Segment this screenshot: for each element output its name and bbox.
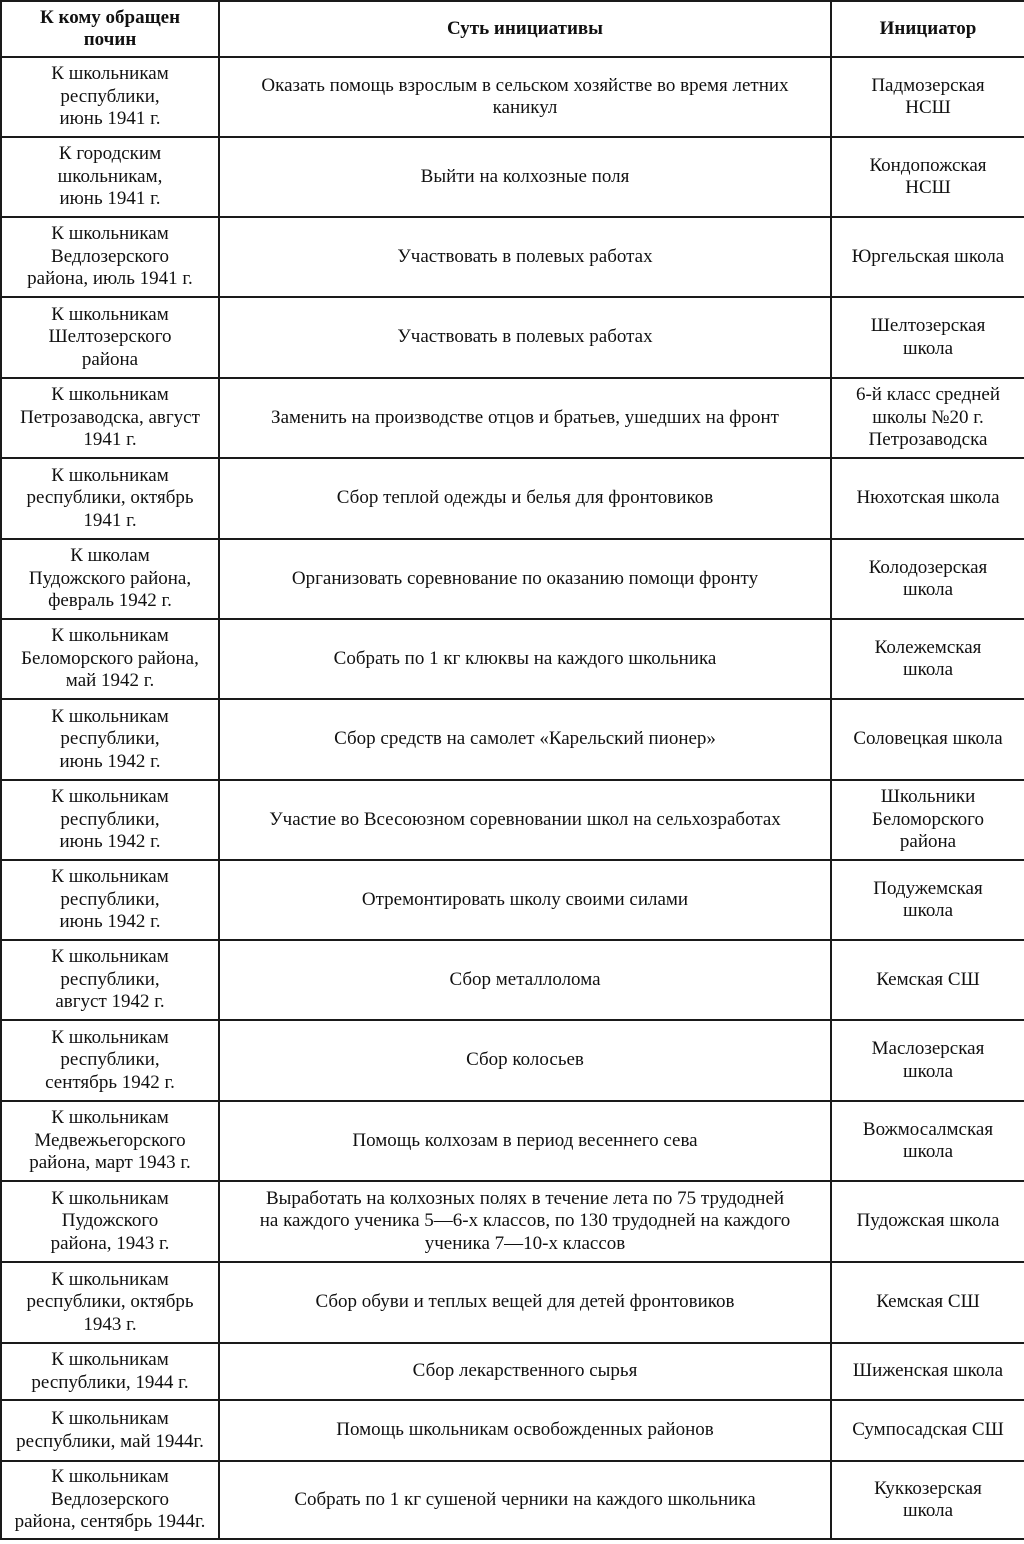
cell-text: Шелтозерская школа <box>870 315 986 359</box>
header-row <box>1 1 1024 57</box>
table-row <box>1 378 1024 458</box>
cell-text: Заменить на производстве отцов и братьев, ушедших на фронт <box>271 406 779 428</box>
cell-text: 6-й класс средней школы №20 г. Петрозаводска <box>855 384 1001 451</box>
cell-text: К школьникам Медвежьегорского района, март 1943 г. <box>29 1107 191 1174</box>
cell-text: Собрать по 1 кг сушеной черники на каждого школьника <box>294 1488 756 1510</box>
cell-addressee <box>1 1461 219 1539</box>
cell-text: К школьникам Ведлозерского района, июль 1941 г. <box>27 223 193 290</box>
cell-text: Помощь школьникам освобожденных районов <box>336 1419 714 1441</box>
cell-essence <box>219 1262 831 1343</box>
cell-initiator <box>831 619 1024 699</box>
cell-addressee <box>1 699 219 780</box>
cell-text: Пудожская школа <box>856 1210 1000 1232</box>
cell-initiator <box>831 940 1024 1020</box>
cell-text: Вожмосалмская школа <box>862 1118 994 1162</box>
cell-initiator <box>831 1343 1024 1400</box>
cell-essence <box>219 57 831 137</box>
cell-essence <box>219 137 831 217</box>
cell-text: К школам Пудожского района, февраль 1942 г. <box>28 545 192 612</box>
cell-text: К городским школьникам, июнь 1941 г. <box>57 143 163 210</box>
cell-text: Выйти на колхозные поля <box>420 165 630 187</box>
cell-text: Сбор теплой одежды и белья для фронтовиков <box>336 487 714 509</box>
cell-text: Сбор средств на самолет «Карельский пионер» <box>334 728 716 750</box>
cell-text: Организовать соревнование по оказанию помощи фронту <box>291 567 759 589</box>
cell-initiator <box>831 217 1024 297</box>
cell-text: Колежемская школа <box>874 636 982 680</box>
cell-initiator <box>831 1020 1024 1101</box>
cell-text: Соловецкая школа <box>853 728 1003 750</box>
cell-addressee <box>1 1181 219 1262</box>
cell-text: Куккозерская школа <box>874 1477 982 1521</box>
cell-addressee <box>1 1101 219 1181</box>
cell-addressee <box>1 297 219 378</box>
cell-initiator <box>831 780 1024 860</box>
cell-essence <box>219 619 831 699</box>
cell-text: Юргельская школа <box>851 245 1005 267</box>
cell-addressee <box>1 378 219 458</box>
cell-text: К школьникам республики, май 1944г. <box>16 1408 204 1452</box>
cell-text: Колодозерская школа <box>868 556 988 600</box>
cell-text: Сбор металлолома <box>449 968 601 990</box>
cell-essence <box>219 458 831 539</box>
cell-text: Кемская СШ <box>876 1291 980 1313</box>
table-row <box>1 780 1024 860</box>
cell-addressee <box>1 940 219 1020</box>
cell-essence <box>219 378 831 458</box>
cell-essence <box>219 539 831 619</box>
cell-text: Падмозерская НСШ <box>871 74 985 118</box>
cell-essence <box>219 297 831 378</box>
cell-addressee <box>1 619 219 699</box>
cell-text: Маслозерская школа <box>871 1038 985 1082</box>
cell-text: К школьникам республики, июнь 1942 г. <box>51 705 169 772</box>
cell-initiator <box>831 860 1024 940</box>
cell-initiator <box>831 57 1024 137</box>
cell-addressee <box>1 137 219 217</box>
table-row <box>1 1181 1024 1262</box>
cell-essence <box>219 1101 831 1181</box>
cell-text: Помощь колхозам в период весеннего сева <box>352 1129 698 1151</box>
cell-initiator <box>831 378 1024 458</box>
cell-text: К школьникам Шелтозерского района <box>48 303 172 370</box>
cell-addressee <box>1 57 219 137</box>
cell-initiator <box>831 1101 1024 1181</box>
cell-essence <box>219 699 831 780</box>
cell-addressee <box>1 1020 219 1101</box>
cell-addressee <box>1 1262 219 1343</box>
cell-addressee <box>1 458 219 539</box>
cell-initiator <box>831 297 1024 378</box>
cell-initiator <box>831 699 1024 780</box>
cell-essence <box>219 780 831 860</box>
cell-text: Сбор лекарственного сырья <box>412 1360 638 1382</box>
cell-text: Подужемская школа <box>873 877 983 921</box>
table-row <box>1 57 1024 137</box>
cell-initiator <box>831 1400 1024 1461</box>
table-row <box>1 137 1024 217</box>
cell-addressee <box>1 1343 219 1400</box>
cell-essence <box>219 1461 831 1539</box>
cell-initiator <box>831 1461 1024 1539</box>
table-row <box>1 1461 1024 1539</box>
cell-initiator <box>831 137 1024 217</box>
cell-text: К школьникам республики, сентябрь 1942 г. <box>45 1026 175 1093</box>
cell-essence <box>219 1343 831 1400</box>
cell-text: Выработать на колхозных полях в течение лета по 75 трудодней на каждого ученика 5—6-х классов, по 130 трудодней на каждого ученика 7—10-х классов <box>259 1187 791 1254</box>
cell-essence <box>219 940 831 1020</box>
table-row <box>1 217 1024 297</box>
cell-text: Кондопожская НСШ <box>869 154 987 198</box>
cell-text: Оказать помощь взрослым в сельском хозяйстве во время летних каникул <box>261 74 789 118</box>
cell-text: Сумпосадская СШ <box>852 1419 1004 1441</box>
cell-essence <box>219 1020 831 1101</box>
table-row <box>1 458 1024 539</box>
table-row <box>1 1343 1024 1400</box>
cell-initiator <box>831 1181 1024 1262</box>
cell-initiator <box>831 539 1024 619</box>
table-row <box>1 699 1024 780</box>
cell-text: Школьники Беломорского района <box>871 786 984 853</box>
cell-initiator <box>831 458 1024 539</box>
table-row <box>1 619 1024 699</box>
cell-essence <box>219 860 831 940</box>
cell-text: Участие во Всесоюзном соревновании школ на сельхозработах <box>269 808 781 830</box>
cell-text: Участвовать в полевых работах <box>397 245 653 267</box>
cell-addressee <box>1 217 219 297</box>
cell-text: Собрать по 1 кг клюквы на каждого школьника <box>333 647 717 669</box>
cell-text: Сбор обуви и теплых вещей для детей фронтовиков <box>315 1291 735 1313</box>
cell-text: К школьникам Пудожского района, 1943 г. <box>50 1187 170 1254</box>
cell-text: К школьникам республики, октябрь 1943 г. <box>26 1268 194 1335</box>
table-row <box>1 940 1024 1020</box>
table-row <box>1 1262 1024 1343</box>
cell-text: К школьникам республики, август 1942 г. <box>51 946 169 1013</box>
cell-text: К школьникам республики, июнь 1942 г. <box>51 786 169 853</box>
cell-text: К школьникам Беломорского района, май 1942 г. <box>21 625 199 692</box>
cell-text: К школьникам республики, октябрь 1941 г. <box>26 464 194 531</box>
cell-text: Сбор колосьев <box>466 1049 584 1071</box>
header-essence: Суть инициативы <box>219 1 831 57</box>
cell-text: К школьникам Ведлозерского района, сентябрь 1944г. <box>14 1466 206 1533</box>
header-addressee: К кому обращен почин <box>1 1 219 57</box>
cell-addressee <box>1 539 219 619</box>
cell-text: Шиженская школа <box>852 1360 1004 1382</box>
cell-essence <box>219 1181 831 1262</box>
table-row <box>1 860 1024 940</box>
cell-text: Кемская СШ <box>876 968 980 990</box>
table-row <box>1 1400 1024 1461</box>
cell-addressee <box>1 860 219 940</box>
cell-text: К школьникам республики, июнь 1941 г. <box>51 63 169 130</box>
table-row <box>1 297 1024 378</box>
cell-text: Нюхотская школа <box>856 487 1000 509</box>
table-body <box>1 57 1024 1539</box>
header-initiator: Инициатор <box>831 1 1024 57</box>
table-row <box>1 1020 1024 1101</box>
table-row <box>1 1101 1024 1181</box>
cell-text: К школьникам Петрозаводска, август 1941 г. <box>20 384 200 451</box>
cell-text: Отремонтировать школу своими силами <box>361 888 689 910</box>
cell-text: К школьникам республики, 1944 г. <box>31 1349 189 1393</box>
cell-initiator <box>831 1262 1024 1343</box>
table-row <box>1 539 1024 619</box>
cell-addressee <box>1 1400 219 1461</box>
cell-essence <box>219 1400 831 1461</box>
cell-essence <box>219 217 831 297</box>
cell-text: Участвовать в полевых работах <box>397 326 653 348</box>
cell-addressee <box>1 780 219 860</box>
cell-text: К школьникам республики, июнь 1942 г. <box>51 866 169 933</box>
